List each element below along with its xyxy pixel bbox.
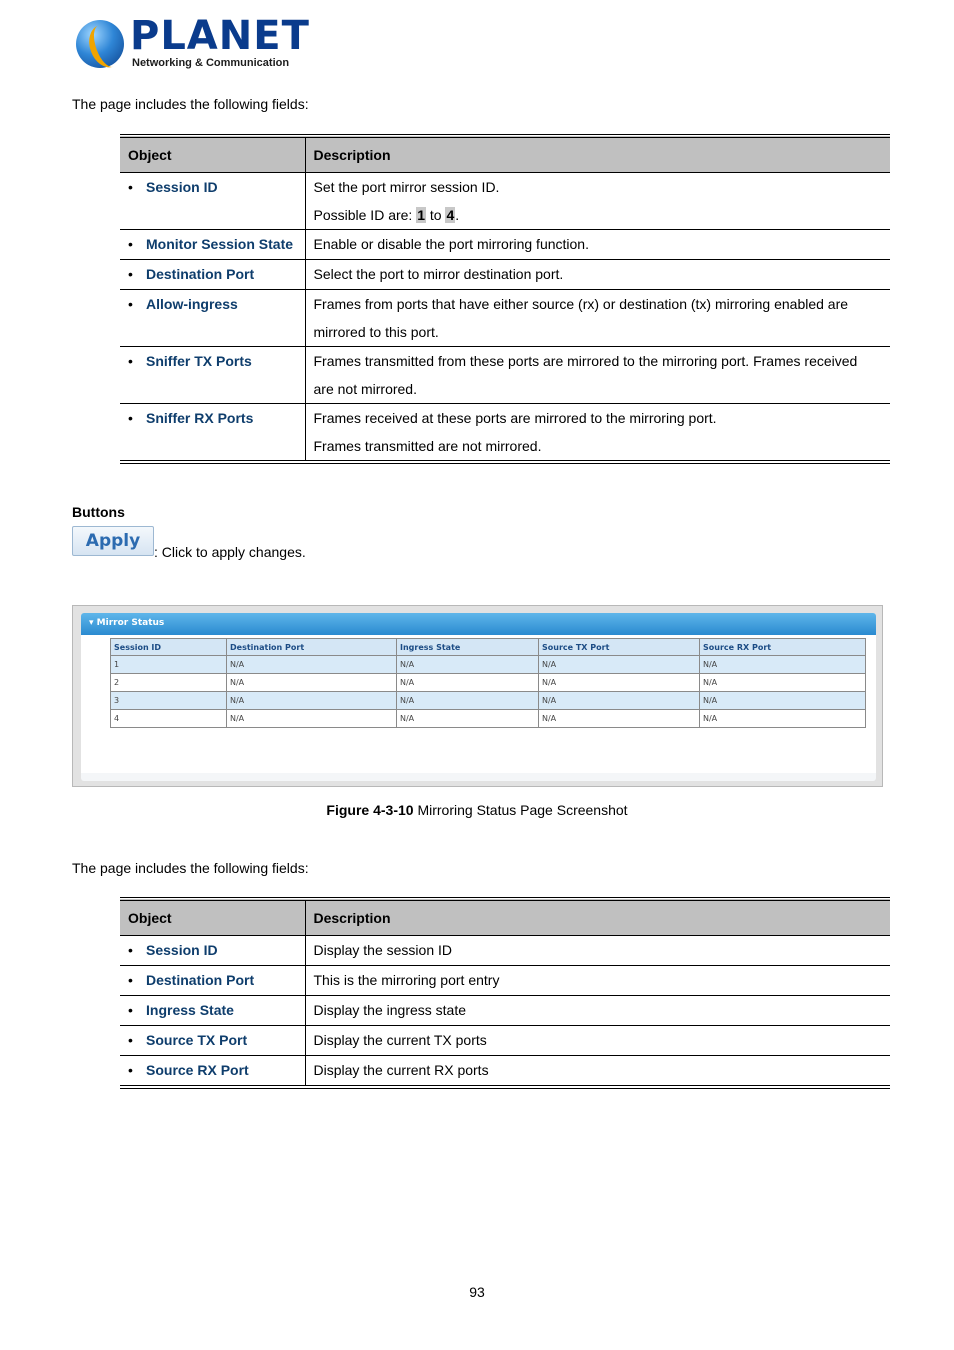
status-fields-table	[120, 897, 890, 1089]
table-row	[111, 674, 866, 692]
settings-fields-table	[120, 134, 890, 464]
collapse-arrow-icon[interactable]: ▾	[89, 618, 94, 628]
description-line: Frames received at these ports are mirrored to the mirroring port.	[313, 410, 717, 426]
table-row	[120, 230, 890, 260]
cell-destination-port: N/A	[227, 692, 397, 710]
table-row	[120, 1026, 890, 1056]
bullet-icon: •	[128, 296, 133, 312]
column-header-source-rx-port: Source RX Port	[700, 639, 866, 656]
table-row	[120, 173, 890, 230]
object-name: Source RX Port	[146, 1062, 249, 1078]
buttons-heading: Buttons	[72, 504, 125, 520]
object-name: Destination Port	[146, 266, 255, 282]
column-header-source-tx-port: Source TX Port	[539, 639, 700, 656]
cell-session-id: 1	[111, 656, 227, 674]
column-header-object: Object	[120, 136, 305, 173]
cell-source-tx-port: N/A	[539, 656, 700, 674]
column-header-object: Object	[120, 899, 305, 936]
table-row	[120, 260, 890, 290]
object-name: Session ID	[146, 179, 218, 195]
column-header-session-id: Session ID	[111, 639, 227, 656]
bullet-icon: •	[128, 353, 133, 369]
id-min-value: 1	[417, 207, 426, 223]
description: Display the ingress state	[305, 996, 890, 1026]
brand-tagline: Networking & Communication	[132, 57, 290, 69]
cell-source-rx-port: N/A	[700, 692, 866, 710]
object-name: Session ID	[146, 942, 218, 958]
intro-text: The page includes the following fields:	[72, 860, 309, 876]
description-line: Frames transmitted are not mirrored.	[313, 438, 542, 454]
object-name: Ingress State	[146, 1002, 234, 1018]
description-line: are not mirrored.	[313, 381, 417, 397]
table-row	[120, 347, 890, 404]
mirror-status-screenshot	[72, 605, 883, 787]
description-line: Frames from ports that have either source (rx) or destination (tx) mirroring enabled are	[313, 296, 849, 312]
description: Display the current RX ports	[305, 1056, 890, 1088]
cell-source-rx-port: N/A	[700, 674, 866, 692]
column-header-destination-port: Destination Port	[227, 639, 397, 656]
table-row	[120, 996, 890, 1026]
cell-destination-port: N/A	[227, 656, 397, 674]
panel-title: Mirror Status	[96, 618, 165, 628]
description: Display the current TX ports	[305, 1026, 890, 1056]
figure-caption: Figure 4-3-10 Mirroring Status Page Screenshot	[326, 802, 628, 818]
cell-session-id: 4	[111, 710, 227, 728]
description-line: Possible ID are: 1 to 4.	[313, 207, 460, 223]
column-header-description: Description	[305, 136, 890, 173]
intro-text: The page includes the following fields:	[72, 96, 309, 112]
table-row	[120, 966, 890, 996]
planet-logo	[76, 13, 310, 74]
apply-button[interactable]: Apply	[72, 526, 154, 556]
panel-titlebar	[81, 613, 876, 635]
description-line: Enable or disable the port mirroring function.	[313, 236, 589, 252]
cell-source-tx-port: N/A	[539, 674, 700, 692]
bullet-icon: •	[128, 236, 133, 252]
column-header-description: Description	[305, 899, 890, 936]
description: Display the session ID	[305, 936, 890, 966]
bullet-icon: •	[128, 266, 133, 282]
cell-ingress-state: N/A	[397, 656, 539, 674]
column-header-ingress-state: Ingress State	[397, 639, 539, 656]
object-name: Sniffer RX Ports	[146, 410, 254, 426]
cell-session-id: 2	[111, 674, 227, 692]
id-max-value: 4	[446, 207, 455, 223]
cell-source-tx-port: N/A	[539, 710, 700, 728]
mirror-status-table	[110, 638, 866, 728]
object-name: Sniffer TX Ports	[146, 353, 252, 369]
bullet-icon: •	[128, 1062, 133, 1078]
bullet-icon: •	[128, 179, 133, 195]
object-name: Allow-ingress	[146, 296, 238, 312]
table-row	[120, 290, 890, 347]
page-number: 93	[469, 1284, 485, 1300]
brand-name: PLANET	[130, 13, 310, 59]
description-line: mirrored to this port.	[313, 324, 439, 340]
object-name: Source TX Port	[146, 1032, 248, 1048]
description-line: Set the port mirror session ID.	[313, 179, 500, 195]
cell-ingress-state: N/A	[397, 692, 539, 710]
bullet-icon: •	[128, 942, 133, 958]
object-name: Destination Port	[146, 972, 255, 988]
table-row	[120, 1056, 890, 1088]
table-row	[111, 710, 866, 728]
table-row	[120, 404, 890, 463]
bullet-icon: •	[128, 1032, 133, 1048]
cell-session-id: 3	[111, 692, 227, 710]
table-row	[120, 936, 890, 966]
cell-destination-port: N/A	[227, 674, 397, 692]
cell-ingress-state: N/A	[397, 674, 539, 692]
cell-ingress-state: N/A	[397, 710, 539, 728]
object-name: Monitor Session State	[146, 236, 294, 252]
bullet-icon: •	[128, 410, 133, 426]
table-row	[111, 656, 866, 674]
bullet-icon: •	[128, 1002, 133, 1018]
cell-source-tx-port: N/A	[539, 692, 700, 710]
description: This is the mirroring port entry	[305, 966, 890, 996]
table-row	[111, 692, 866, 710]
apply-description: : Click to apply changes.	[154, 544, 306, 560]
description-line: Select the port to mirror destination port.	[313, 266, 564, 282]
bullet-icon: •	[128, 972, 133, 988]
cell-source-rx-port: N/A	[700, 656, 866, 674]
cell-source-rx-port: N/A	[700, 710, 866, 728]
cell-destination-port: N/A	[227, 710, 397, 728]
description-line: Frames transmitted from these ports are mirrored to the mirroring port. Frames received	[313, 353, 858, 369]
